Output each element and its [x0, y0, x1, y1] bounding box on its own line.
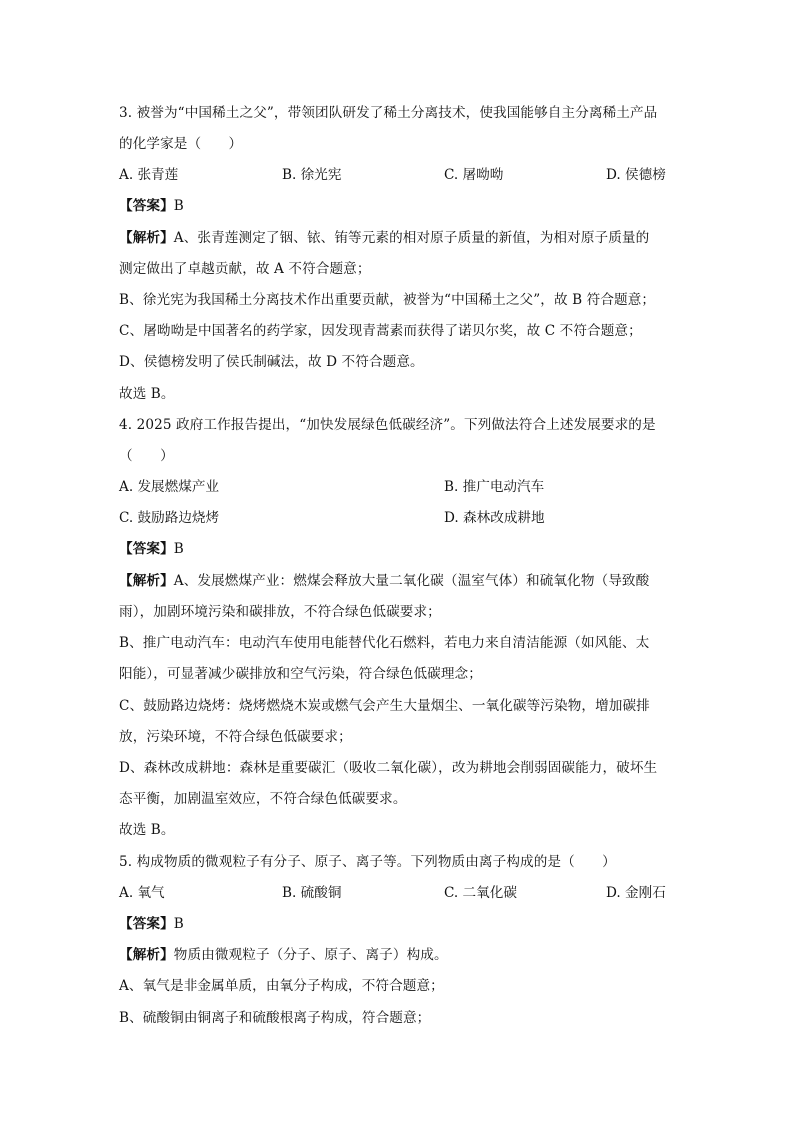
analysis-line: 雨），加剧环境污染和碳排放，不符合绿色低碳要求； — [119, 604, 441, 620]
analysis-line: C、屠呦呦是中国著名的药学家，因发现青蒿素而获得了诺贝尔奖，故 C 不符合题意； — [119, 323, 642, 339]
q3-answer — [119, 197, 679, 215]
q3-option-d: D. 侯德榜 — [606, 167, 666, 183]
analysis-line: B、推广电动汽车：电动汽车使用电能替代化石燃料，若电力来自清洁能源（如风能、太 — [119, 635, 650, 651]
q4-option-d: D. 森林改成耕地 — [444, 510, 545, 526]
q5-analysis — [119, 946, 679, 964]
analysis-line: A、发展燃煤产业：燃煤会释放大量二氧化碳（温室气体）和硫氧化物（导致酸 — [173, 573, 650, 589]
q4-stem: （ ） — [119, 448, 174, 464]
analysis-line: D、森林改成耕地：森林是重要碳汇（吸收二氧化碳），改为耕地会削弱固碳能力，破坏生 — [119, 760, 658, 776]
analysis-label: 【解析】 — [119, 947, 174, 963]
q5-stem: 5. 构成物质的微观粒子有分子、原子、离子等。下列物质由离子构成的是（ ） — [119, 854, 616, 870]
q5-option-c: C. 二氧化碳 — [444, 885, 517, 901]
analysis-line: 阳能），可显著减少碳排放和空气污染，符合绿色低碳理念； — [119, 666, 482, 682]
q4-stem: 4. 2025 政府工作报告提出，“加快发展绿色低碳经济”。下列做法符合上述发展要求的是 — [119, 417, 656, 433]
answer-value: B — [173, 198, 184, 214]
q3-option-b: B. 徐光宪 — [282, 167, 342, 183]
q4-option-a: A. 发展燃煤产业 — [119, 479, 220, 495]
analysis-line: 测定做出了卓越贡献，故 A 不符合题意； — [119, 261, 371, 277]
analysis-conclusion: 故选 B。 — [119, 822, 175, 838]
answer-value: B — [173, 916, 184, 932]
answer-label: 【答案】 — [119, 198, 174, 214]
q4-option-c: C. 鼓励路边烧烤 — [119, 510, 220, 526]
analysis-line: B、硫酸铜由铜离子和硫酸根离子构成，符合题意； — [119, 1010, 431, 1026]
q3-stem: 3. 被誉为“中国稀土之父”，带领团队研发了稀土分离技术，使我国能够自主分离稀土产品 — [119, 105, 658, 121]
analysis-line: A、张青莲测定了铟、铱、铕等元素的相对原子质量的新值，为相对原子质量的 — [173, 230, 650, 246]
analysis-line: D、侯德榜发明了侯氏制碱法，故 D 不符合题意。 — [119, 354, 424, 370]
answer-value: B — [173, 541, 184, 557]
q4-analysis — [119, 572, 679, 590]
analysis-line: C、鼓励路边烧烤：烧烤燃烧木炭或燃气会产生大量烟尘、一氧化碳等污染物，增加碳排 — [119, 698, 650, 714]
analysis-line: 物质由微观粒子（分子、原子、离子）构成。 — [173, 947, 448, 963]
q4-answer — [119, 540, 679, 558]
q5-option-b: B. 硫酸铜 — [282, 885, 342, 901]
analysis-conclusion: 故选 B。 — [119, 386, 175, 402]
q3-stem: 的化学家是（ ） — [119, 136, 243, 152]
q3-analysis — [119, 229, 679, 247]
q5-option-a: A. 氧气 — [119, 885, 165, 901]
analysis-line: A、氧气是非金属单质，由氧分子构成，不符合题意； — [119, 978, 444, 994]
analysis-line: B、徐光宪为我国稀土分离技术作出重要贡献，被誉为“中国稀土之父”，故 B 符合题意； — [119, 292, 656, 308]
q3-option-a: A. 张青莲 — [119, 167, 179, 183]
q5-option-d: D. 金刚石 — [606, 885, 666, 901]
answer-label: 【答案】 — [119, 541, 174, 557]
analysis-label: 【解析】 — [119, 573, 174, 589]
answer-label: 【答案】 — [119, 916, 174, 932]
q4-option-b: B. 推广电动汽车 — [444, 479, 545, 495]
analysis-line: 态平衡，加剧温室效应，不符合绿色低碳要求。 — [119, 791, 407, 807]
q3-option-c: C. 屠呦呦 — [444, 167, 504, 183]
analysis-label: 【解析】 — [119, 230, 174, 246]
q5-answer — [119, 915, 679, 933]
analysis-line: 放，污染环境，不符合绿色低碳要求； — [119, 729, 352, 745]
